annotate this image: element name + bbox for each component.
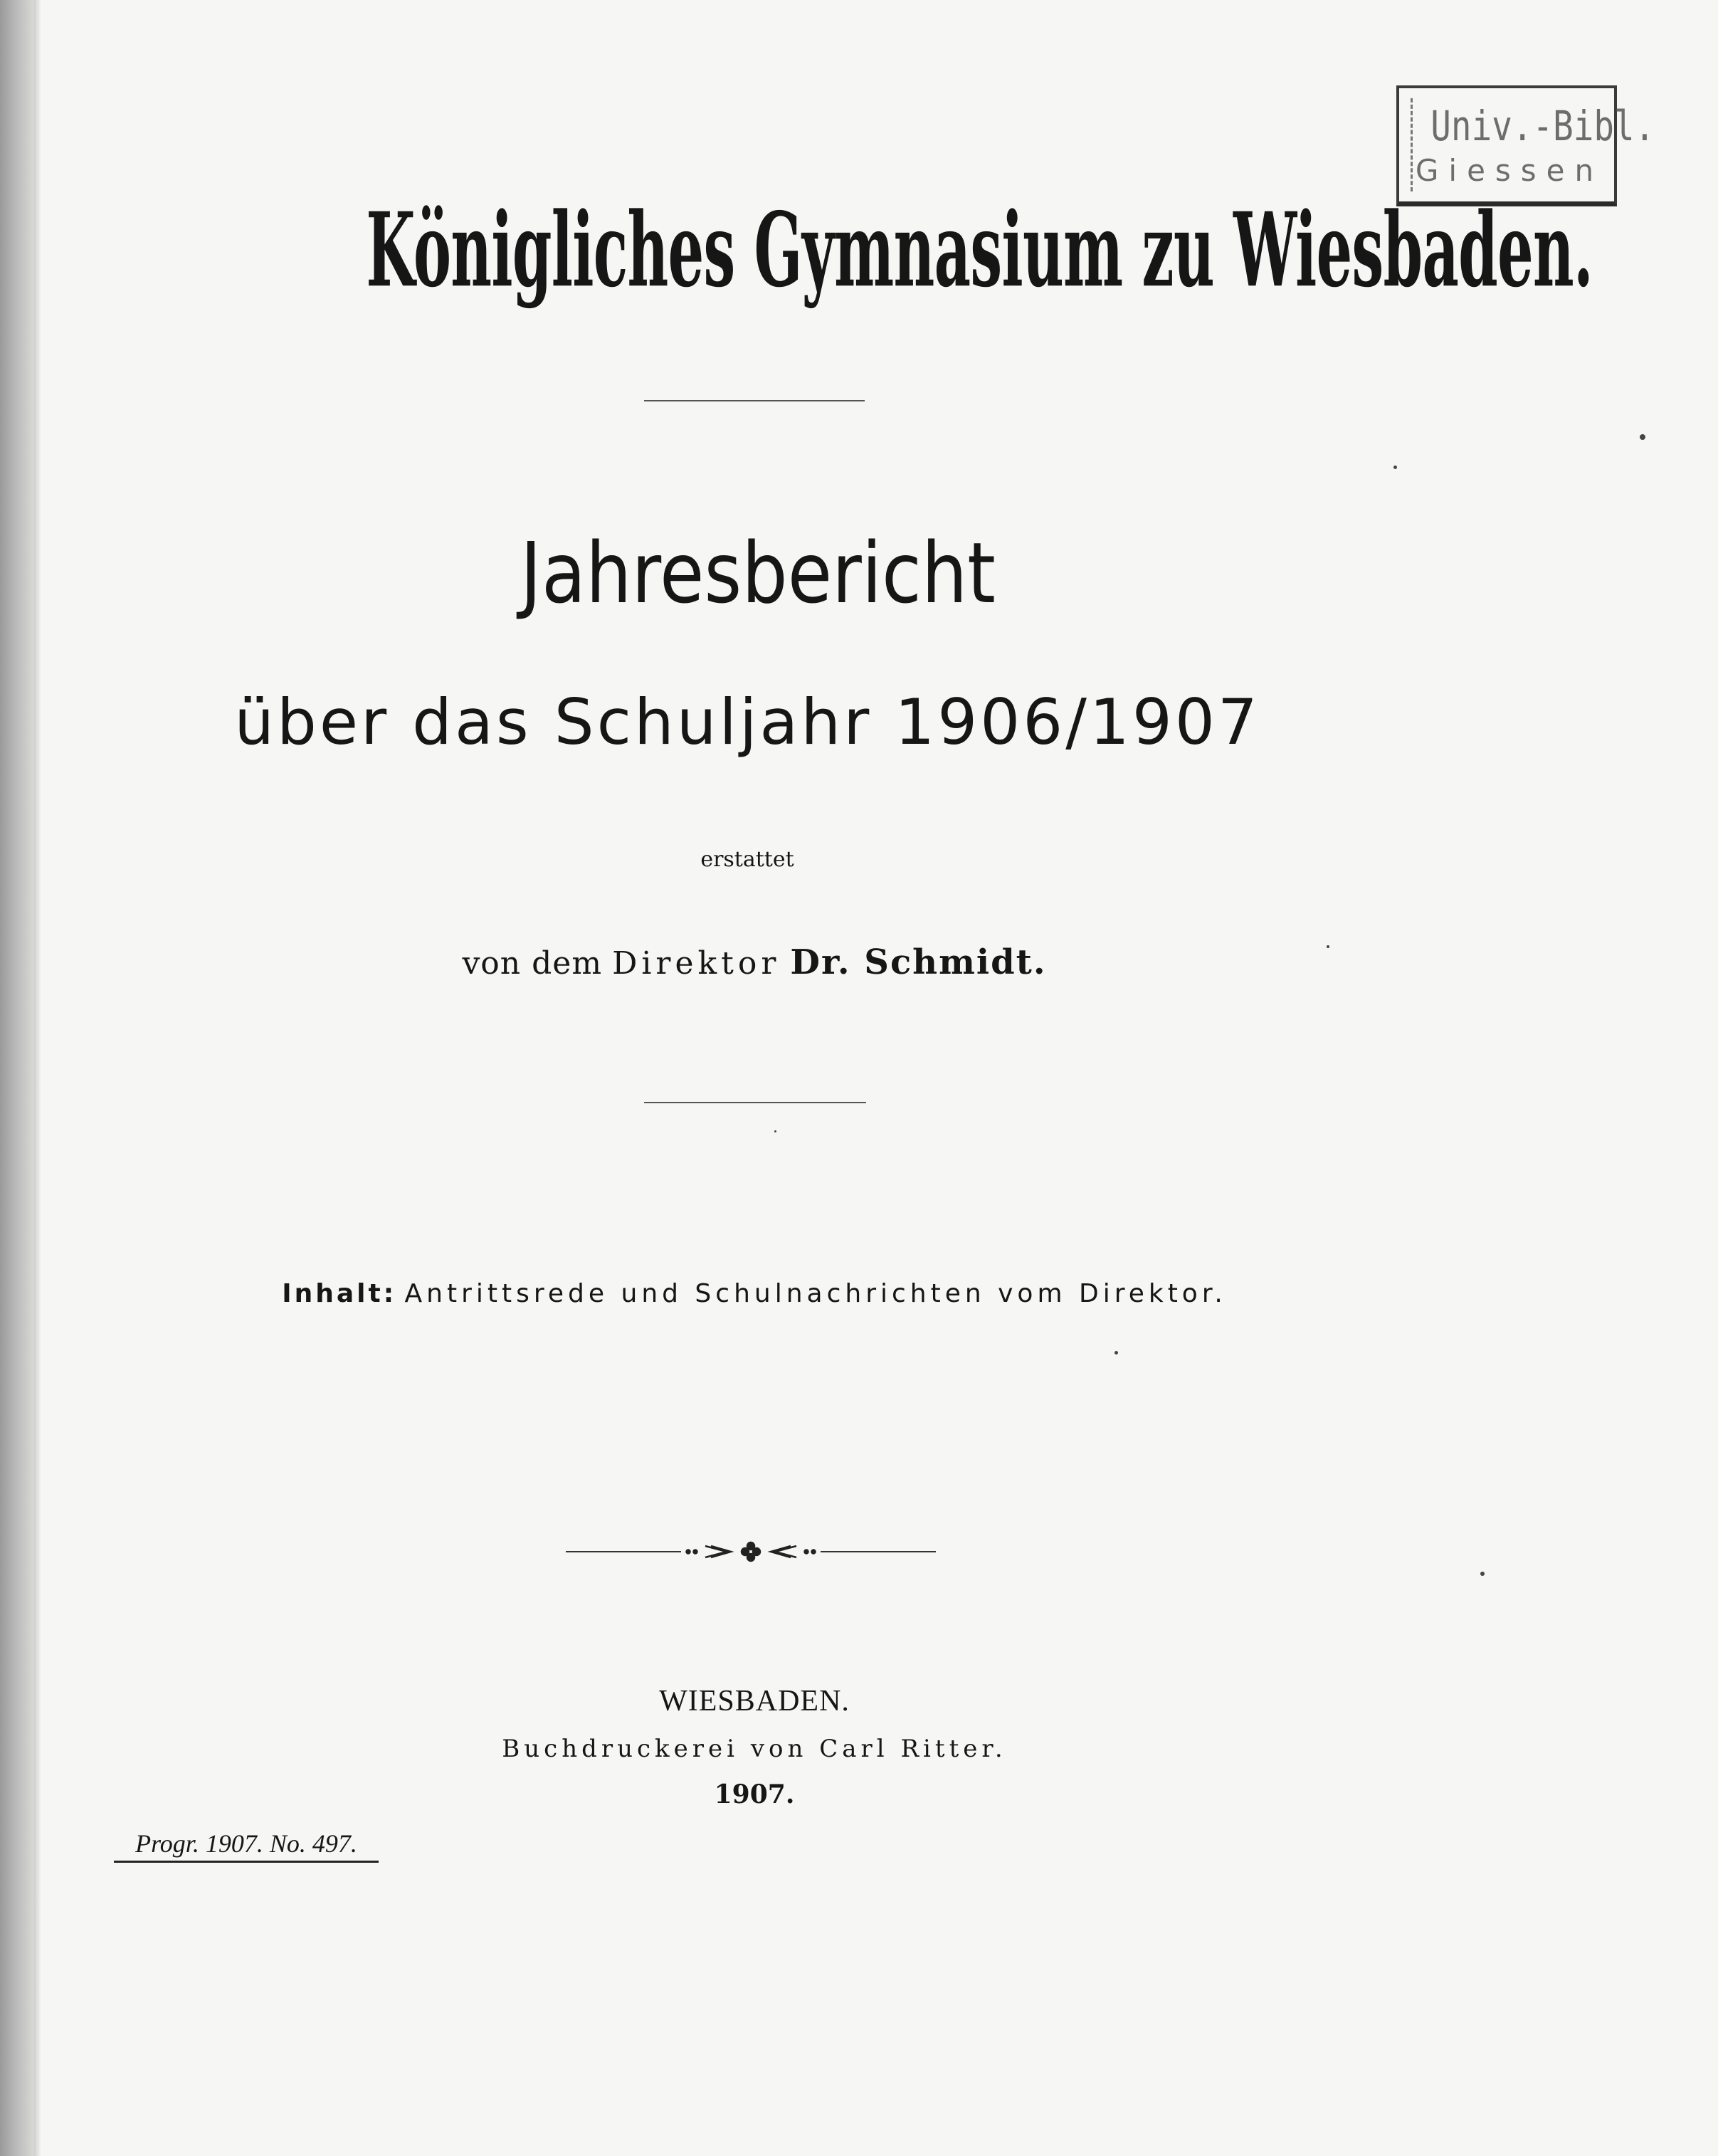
author-role: Direktor	[612, 945, 781, 982]
paper-speck	[1327, 945, 1329, 948]
paper-speck	[1393, 466, 1397, 469]
author-name: Dr. Schmidt.	[790, 942, 1047, 982]
shelfmark: Progr. 1907. No. 497.	[114, 1826, 379, 1863]
paper-speck	[1640, 434, 1645, 440]
binding-edge	[34, 0, 41, 2156]
ornament-center	[687, 1542, 816, 1561]
ornament-divider	[566, 1537, 936, 1566]
report-subtitle: über das Schuljahr 1906/1907	[234, 685, 1260, 759]
imprint-printer: Buchdruckerei von Carl Ritter.	[502, 1735, 1007, 1763]
contents-line	[178, 1274, 1331, 1314]
submitted-label: erstattet	[700, 847, 794, 872]
author-line	[320, 941, 1189, 985]
binding-strip	[0, 0, 34, 2156]
paper-speck	[1480, 1572, 1485, 1576]
school-title: Königliches Gymnasium zu Wiesbaden.	[366, 191, 1593, 310]
stamp-line-1: Univ.-Bibl.	[1430, 102, 1655, 150]
author-prefix: von dem	[462, 945, 603, 982]
imprint-year: 1907.	[714, 1779, 795, 1809]
paper-speck	[1114, 1351, 1118, 1355]
divider-top	[644, 400, 865, 401]
library-stamp	[1396, 85, 1655, 206]
paper-speck	[774, 1130, 776, 1132]
contents-text: Antrittsrede und Schulnachrichten vom Direktor.	[404, 1279, 1227, 1308]
stamp-line-2: Giessen	[1415, 153, 1604, 188]
contents-label: Inhalt:	[282, 1279, 397, 1308]
report-title: Jahresbericht	[520, 524, 996, 622]
imprint-city: WIESBADEN.	[659, 1685, 850, 1718]
divider-middle	[644, 1102, 866, 1103]
